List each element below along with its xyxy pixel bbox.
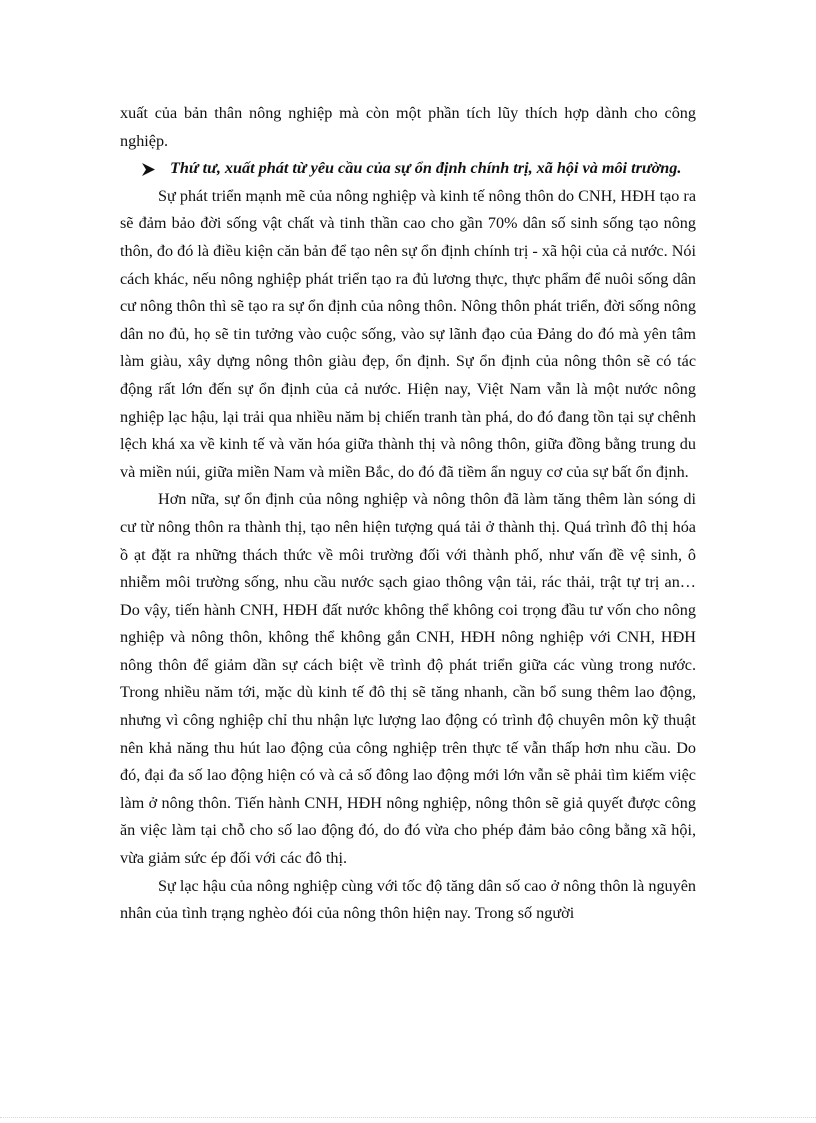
arrow-bullet-icon (142, 163, 155, 176)
page-body (120, 100, 696, 928)
paragraph-stability: Sự phát triển mạnh mẽ của nông nghiệp và kinh tế nông thôn do CNH, HĐH tạo ra sẽ đảm bảo đời sống vật chất và tinh thần cao cho gần 70% dân số sinh sống tạo nông thôn, đo đó là điều kiện căn bản để tạo nên sự ổn định chính trị - xã hội của cả nước. Nói cách khác, nếu nông nghiệp phát triển tạo ra đủ lương thực, thực phẩm để nuôi sống dân cư nông thôn thì sẽ tạo ra sự ổn định của nông thôn. Nông thôn phát triển, đời sống nông dân no đủ, họ sẽ tin tưởng vào cuộc sống, vào sự lãnh đạo của Đảng do đó mà yên tâm làm giàu, xây dựng nông thôn giàu đẹp, ổn định. Sự ổn định của nông thôn sẽ có tác động rất lớn đến sự ổn định của cả nước. Hiện nay, Việt Nam vẫn là một nước nông nghiệp lạc hậu, lại trải qua nhiều năm bị chiến tranh tàn phá, do đó đang tồn tại sự chênh lệch khá xa về kinh tế và văn hóa giữa thành thị và nông thôn, giữa đồng bằng trung du và miền núi, giữa miền Nam và miền Bắc, do đó đã tiềm ẩn nguy cơ của sự bất ổn định. (120, 186, 696, 481)
section-heading-text: Thứ tư, xuất phát từ yêu cầu của sự ổn định chính trị, xã hội và môi trường. (170, 159, 682, 178)
continuation-paragraph: xuất của bản thân nông nghiệp mà còn một phần tích lũy thích hợp dành cho công nghiệp. (120, 104, 696, 150)
page-bottom-rule (0, 1117, 816, 1118)
section-heading (120, 155, 696, 183)
paragraph-migration: Hơn nữa, sự ổn định của nông nghiệp và nông thôn đã làm tăng thêm làn sóng di cư từ nông thôn ra thành thị, tạo nên hiện tượng quá tải ở thành thị. Quá trình đô thị hóa ồ ạt đặt ra những thách thức về môi trường đối với thành phố, như vấn đề vệ sinh, ô nhiễm môi trường sống, nhu cầu nước sạch giao thông vận tải, rác thải, trật tự trị an… Do vậy, tiến hành CNH, HĐH đất nước không thể không coi trọng đầu tư vốn cho nông nghiệp và nông thôn, không thể không gắn CNH, HĐH nông nghiệp với CNH, HĐH nông thôn để giảm dần sự cách biệt về trình độ phát triển giữa các vùng trong nước. Trong nhiều năm tới, mặc dù kinh tế đô thị sẽ tăng nhanh, cần bổ sung thêm lao động, nhưng vì công nghiệp chỉ thu nhận lực lượng lao động có trình độ chuyên môn kỹ thuật nên khả năng thu hút lao động của công nghiệp trên thực tế vẫn thấp hơn nhu cầu. Do đó, đại đa số lao động hiện có và cả số đông lao động mới lớn vẫn sẽ phải tìm kiếm việc làm ở nông thôn. Tiến hành CNH, HĐH nông nghiệp, nông thôn sẽ giả quyết được công ăn việc làm tại chỗ cho số lao động đó, do đó vừa cho phép đảm bảo công bằng xã hội, vừa giảm sức ép đối với các đô thị. (120, 490, 696, 868)
paragraph-poverty: Sự lạc hậu của nông nghiệp cùng với tốc độ tăng dân số cao ở nông thôn là nguyên nhân của tình trạng nghèo đói của nông thôn hiện nay. Trong số người (120, 876, 696, 923)
